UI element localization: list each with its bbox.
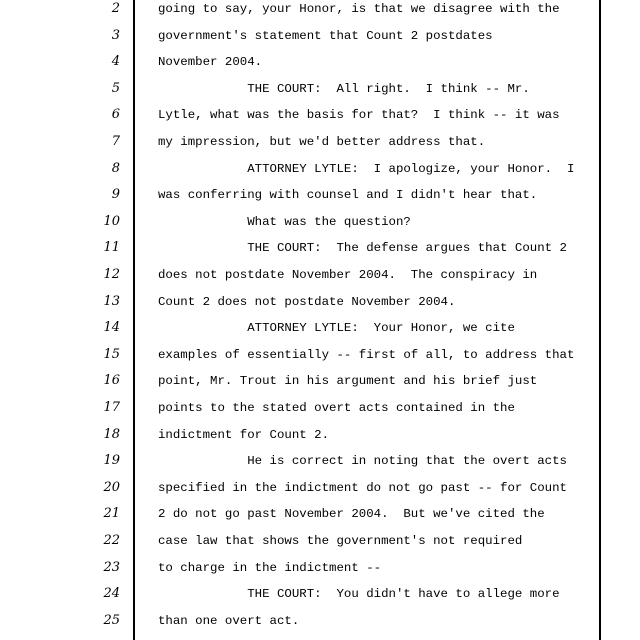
transcript-line bbox=[0, 80, 640, 107]
line-text: to charge in the indictment -- bbox=[158, 560, 382, 575]
line-text: points to the stated overt acts contained in the bbox=[158, 401, 515, 415]
line-number: 12 bbox=[103, 267, 120, 282]
line-number: 15 bbox=[103, 346, 120, 362]
transcript-line bbox=[0, 399, 640, 426]
line-text: 2 do not go past November 2004. But we've cited the bbox=[158, 507, 545, 522]
line-text: THE COURT: The defense argues that Count 2 bbox=[158, 241, 567, 256]
transcript-line bbox=[0, 293, 640, 320]
line-number: 3 bbox=[111, 27, 120, 43]
transcript-line bbox=[0, 186, 640, 213]
line-text: THE COURT: You didn't have to allege more bbox=[158, 587, 560, 602]
transcript-line bbox=[0, 479, 640, 506]
line-text: He is correct in noting that the overt acts bbox=[158, 454, 567, 469]
line-text: ATTORNEY LYTLE: Your Honor, we cite bbox=[158, 321, 515, 336]
line-number: 13 bbox=[103, 293, 120, 309]
line-number: 20 bbox=[103, 479, 120, 495]
transcript-line bbox=[0, 452, 640, 479]
line-number: 21 bbox=[103, 506, 120, 522]
transcript-line bbox=[0, 372, 640, 399]
line-text: point, Mr. Trout in his argument and his brief just bbox=[158, 374, 538, 389]
line-number: 4 bbox=[111, 54, 120, 70]
line-number: 22 bbox=[103, 533, 120, 548]
line-number: 14 bbox=[103, 320, 120, 336]
line-text: than one overt act. bbox=[158, 613, 300, 628]
transcript-line bbox=[0, 505, 640, 532]
line-text: November 2004. bbox=[158, 55, 263, 70]
line-text: Count 2 does not postdate November 2004. bbox=[158, 294, 456, 309]
line-number: 7 bbox=[111, 134, 120, 149]
line-text: THE COURT: All right. I think -- Mr. bbox=[158, 81, 530, 96]
line-number: 24 bbox=[103, 586, 120, 602]
transcript-line bbox=[0, 346, 640, 373]
line-text: government's statement that Count 2 postdates bbox=[158, 28, 493, 43]
line-number: 23 bbox=[103, 559, 120, 575]
line-text: my impression, but we'd better address that. bbox=[158, 135, 486, 149]
line-number: 16 bbox=[103, 373, 120, 389]
transcript-line bbox=[0, 0, 640, 27]
transcript-line bbox=[0, 133, 640, 160]
line-number: 25 bbox=[103, 612, 120, 628]
line-text: does not postdate November 2004. The conspiracy in bbox=[158, 268, 538, 282]
transcript-line bbox=[0, 53, 640, 80]
line-text: case law that shows the government's not required bbox=[158, 534, 523, 548]
transcript-line bbox=[0, 160, 640, 187]
line-text: Lytle, what was the basis for that? I think -- it was bbox=[158, 108, 560, 123]
transcript-line bbox=[0, 239, 640, 266]
line-number: 10 bbox=[103, 213, 120, 229]
transcript-line bbox=[0, 213, 640, 240]
line-number: 19 bbox=[103, 453, 120, 469]
line-text: going to say, your Honor, is that we disagree with the bbox=[158, 2, 560, 16]
line-number: 18 bbox=[103, 426, 120, 442]
line-text: examples of essentially -- first of all, to address that bbox=[158, 347, 575, 362]
line-number: 9 bbox=[111, 187, 120, 203]
line-text: What was the question? bbox=[158, 214, 411, 229]
line-number: 17 bbox=[103, 400, 120, 415]
transcript-line bbox=[0, 532, 640, 559]
line-number: 11 bbox=[103, 240, 120, 256]
transcript-line bbox=[0, 426, 640, 453]
transcript-line bbox=[0, 559, 640, 586]
transcript-line bbox=[0, 612, 640, 639]
transcript-line bbox=[0, 585, 640, 612]
line-number: 8 bbox=[111, 160, 120, 176]
line-text: indictment for Count 2. bbox=[158, 427, 330, 442]
line-text: was conferring with counsel and I didn't hear that. bbox=[158, 188, 538, 203]
line-number: 5 bbox=[111, 80, 120, 96]
transcript-line bbox=[0, 27, 640, 54]
transcript-line bbox=[0, 319, 640, 346]
transcript-line bbox=[0, 266, 640, 293]
line-text: specified in the indictment do not go past -- for Count bbox=[158, 480, 567, 495]
line-number: 6 bbox=[111, 107, 120, 123]
line-text: ATTORNEY LYTLE: I apologize, your Honor. I bbox=[158, 161, 575, 176]
transcript-line bbox=[0, 106, 640, 133]
line-number: 2 bbox=[111, 1, 120, 16]
